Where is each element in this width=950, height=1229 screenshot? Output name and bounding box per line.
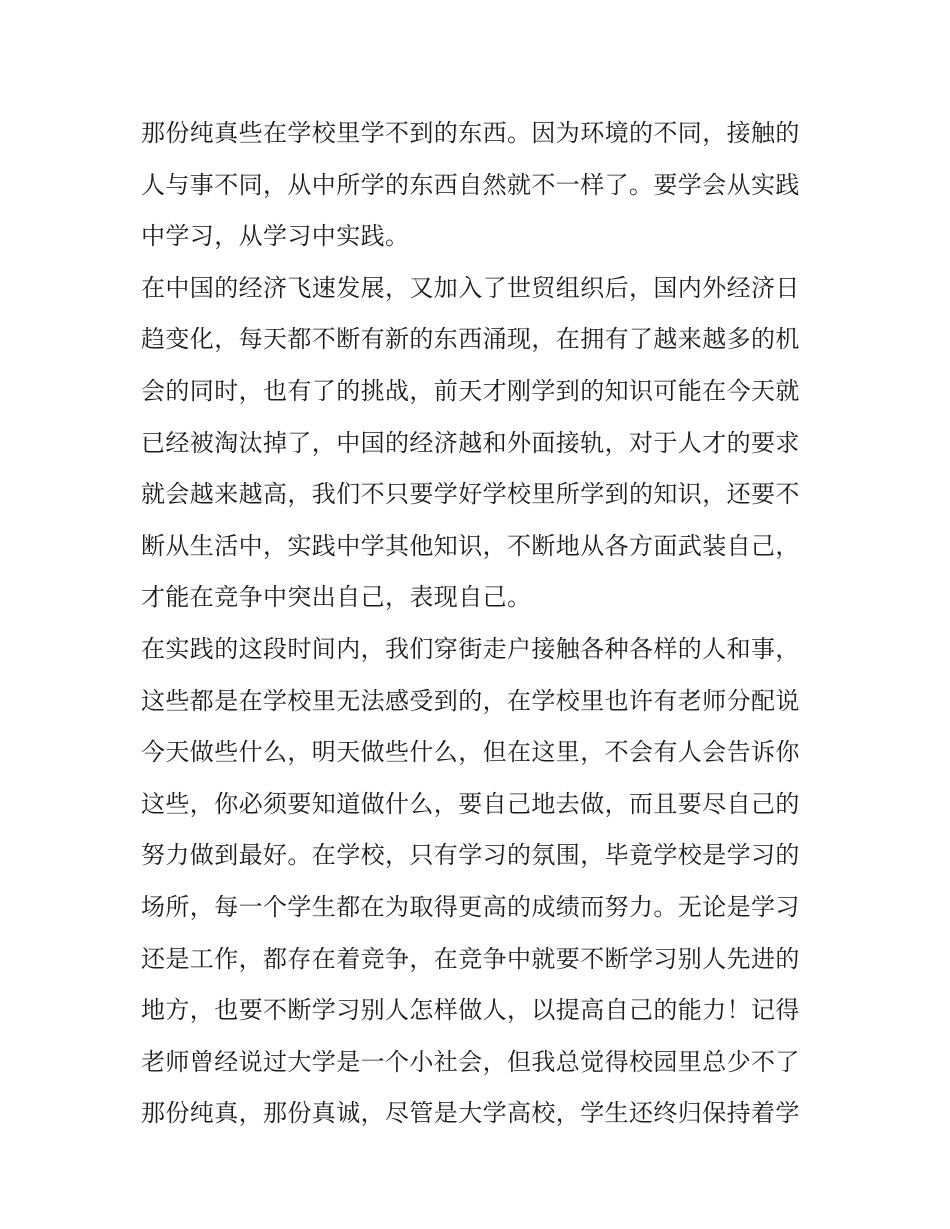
text-line: 人与事不同，从中所学的东西自然就不一样了。要学会从实践	[141, 170, 800, 199]
text-line: 还是工作，都存在着竞争，在竞争中就要不断学习别人先进的	[141, 944, 800, 973]
text-line: 已经被淘汰掉了，中国的经济越和外面接轨，对于人才的要求	[141, 428, 800, 457]
text-line: 趋变化，每天都不断有新的东西涌现，在拥有了越来越多的机	[141, 325, 800, 354]
text-line: 那份纯真些在学校里学不到的东西。因为环境的不同，接触的	[141, 119, 800, 147]
text-line: 中学习，从学习中实践。	[141, 222, 410, 251]
text-line: 在实践的这段时间内，我们穿街走户接触各种各样的人和事，	[141, 634, 800, 663]
text-line: 努力做到最好。在学校，只有学习的氛围，毕竟学校是学习的	[141, 841, 800, 870]
text-line: 地方，也要不断学习别人怎样做人，以提高自己的能力！记得	[141, 996, 800, 1025]
text-line: 会的同时，也有了的挑战，前天才刚学到的知识可能在今天就	[141, 376, 800, 405]
text-line: 那份纯真，那份真诚，尽管是大学高校，学生还终归保持着学	[141, 1099, 800, 1128]
text-line: 断从生活中，实践中学其他知识，不断地从各方面武装自己，	[141, 531, 800, 560]
text-line: 这些都是在学校里无法感受到的，在学校里也许有老师分配说	[141, 686, 800, 715]
body-text	[141, 108, 841, 1140]
text-line: 在中国的经济飞速发展，又加入了世贸组织后，国内外经济日	[141, 273, 800, 302]
text-line: 今天做些什么，明天做些什么，但在这里，不会有人会告诉你	[141, 738, 800, 767]
text-line: 老师曾经说过大学是一个小社会，但我总觉得校园里总少不了	[141, 1047, 800, 1076]
text-line: 就会越来越高，我们不只要学好学校里所学到的知识，还要不	[141, 480, 800, 509]
text-line: 场所，每一个学生都在为取得更高的成绩而努力。无论是学习	[141, 892, 800, 921]
text-line: 这些，你必须要知道做什么，要自己地去做，而且要尽自己的	[141, 789, 800, 818]
text-line: 才能在竞争中突出自己，表现自己。	[141, 583, 532, 612]
